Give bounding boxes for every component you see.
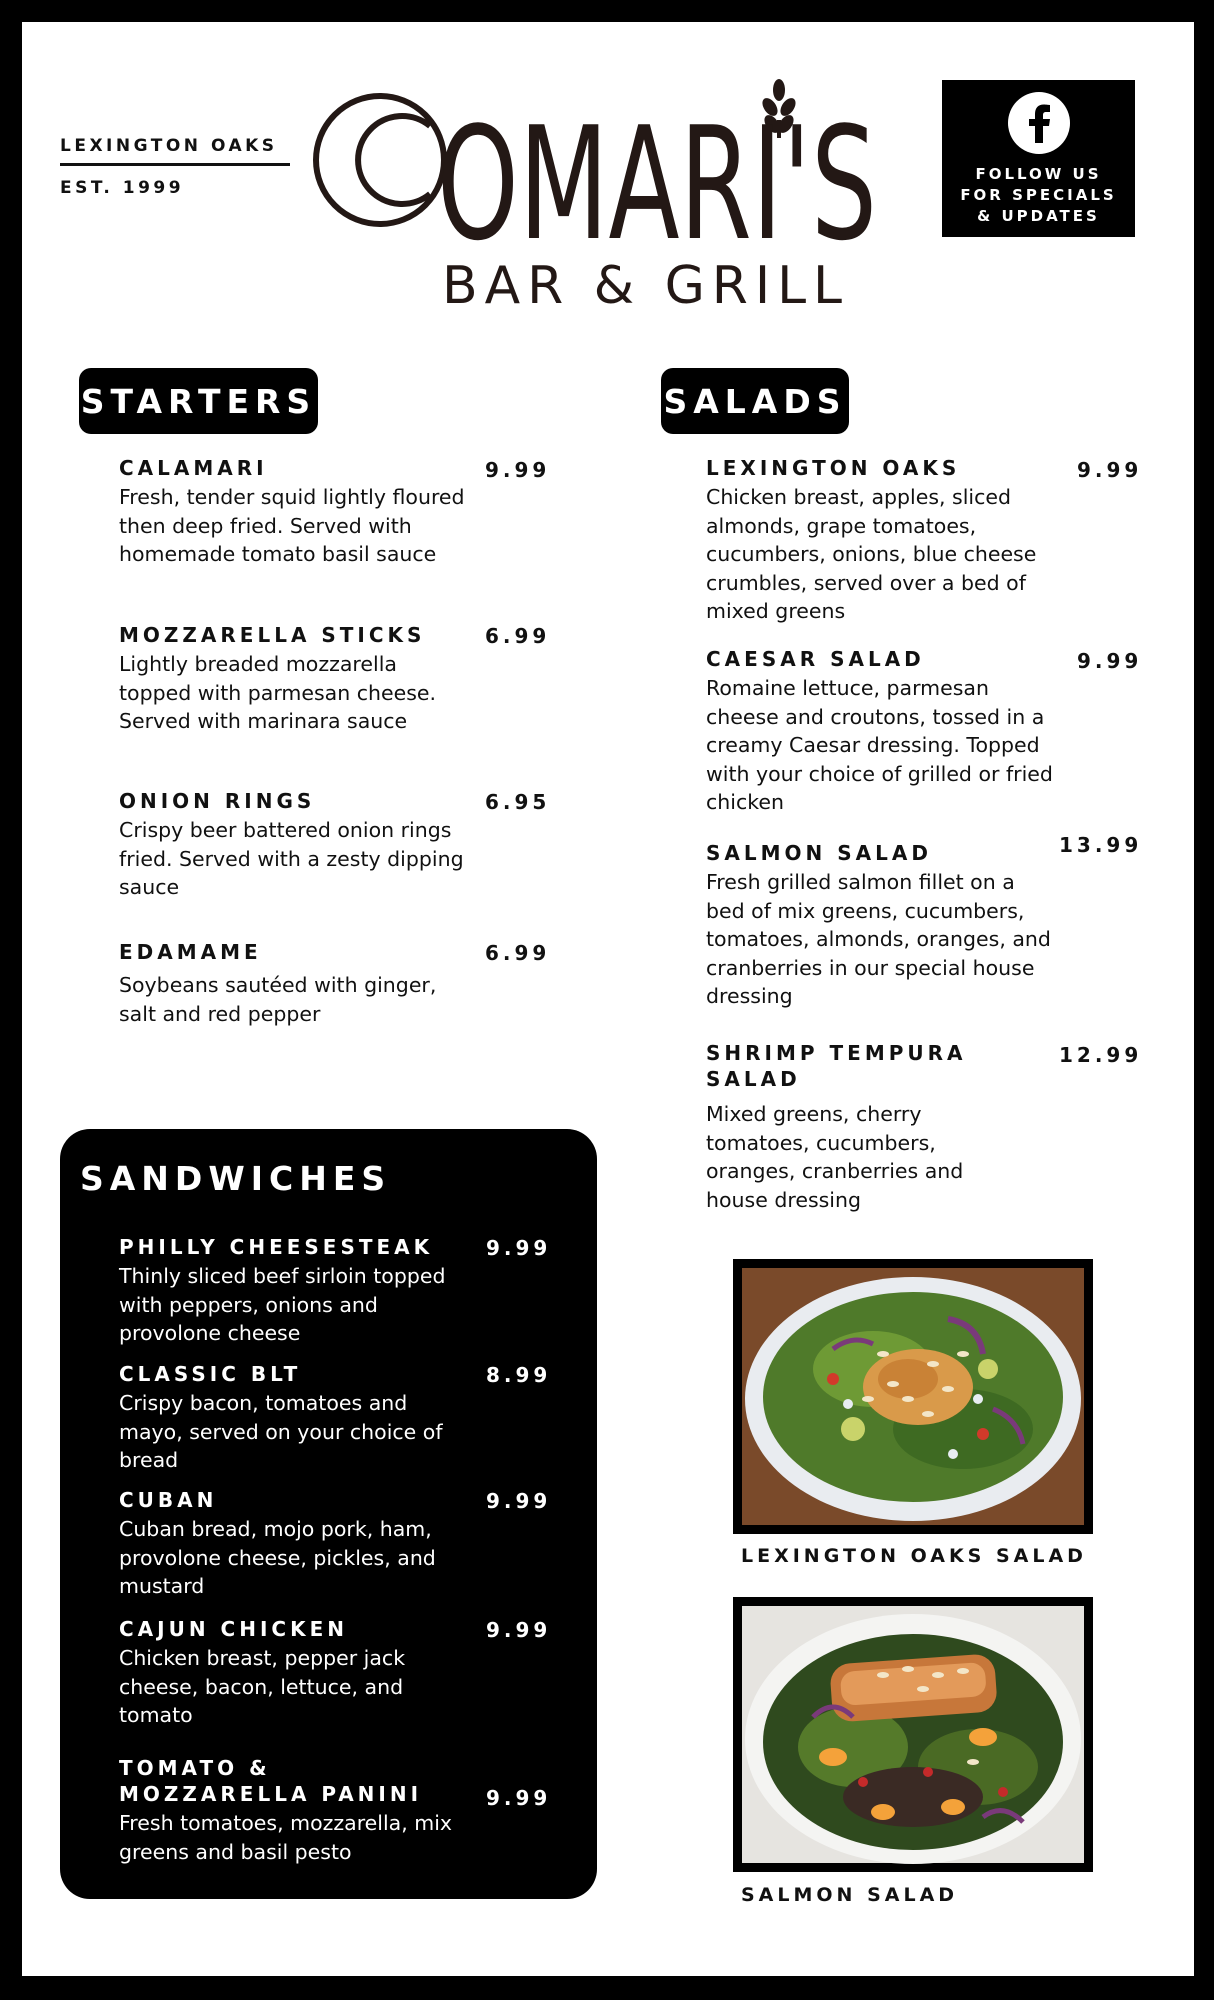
item-price: 13.99 [1059, 833, 1143, 857]
menu-item [119, 1234, 464, 1348]
menu-item [119, 1755, 454, 1866]
photo-caption: SALMON SALAD [741, 1884, 959, 1906]
social-follow-box[interactable] [942, 80, 1135, 237]
item-price: 12.99 [1059, 1043, 1143, 1067]
social-follow-text [942, 164, 1135, 227]
location-name: LEXINGTON OAKS [60, 136, 290, 166]
item-name: ONION RINGS [119, 789, 316, 813]
social-line: FOLLOW US [975, 165, 1102, 183]
menu-item [706, 455, 1056, 626]
item-description: Chicken breast, apples, sliced almonds, grape tomatoes, cucumbers, onions, blue cheese crumbles, served over a bed of mixed greens [706, 485, 1037, 623]
menu-item [119, 1487, 464, 1601]
item-name: CUBAN [119, 1488, 218, 1512]
logo-o-inner [358, 116, 430, 204]
item-name: CAJUN CHICKEN [119, 1617, 348, 1641]
menu-item [706, 1040, 1006, 1214]
item-price: 9.99 [486, 1236, 552, 1260]
item-name: EDAMAME [119, 940, 262, 964]
menu-item [119, 1616, 464, 1730]
starters-heading: STARTERS [79, 368, 318, 434]
item-price: 6.95 [485, 790, 551, 814]
menu-item [706, 840, 1056, 1011]
item-description: Thinly sliced beef sirloin topped with peppers, onions and provolone cheese [119, 1264, 446, 1345]
sandwiches-panel [60, 1129, 597, 1899]
menu-item [119, 455, 469, 569]
item-description: Mixed greens, cherry tomatoes, cucumbers, oranges, cranberries and house dressing [706, 1102, 964, 1212]
facebook-icon[interactable] [1008, 92, 1070, 154]
item-price: 6.99 [485, 624, 551, 648]
item-price: 6.99 [485, 941, 551, 965]
menu-item [706, 646, 1056, 817]
item-name: SHRIMP TEMPURA SALAD [706, 1041, 967, 1091]
item-name: PHILLY CHEESESTEAK [119, 1235, 434, 1259]
logo-main-text: OMARI'S [437, 93, 877, 275]
item-description: Fresh, tender squid lightly floured then deep fried. Served with homemade tomato basil sauce [119, 485, 465, 566]
item-description: Crispy bacon, tomatoes and mayo, served on your choice of bread [119, 1391, 443, 1472]
item-name: MOZZARELLA STICKS [119, 623, 426, 647]
social-line: FOR SPECIALS [960, 186, 1117, 204]
restaurant-logo [312, 60, 912, 320]
item-price: 9.99 [485, 458, 551, 482]
item-description: Fresh grilled salmon fillet on a bed of mix greens, cucumbers, tomatoes, almonds, oranges, and cranberries in our special house dressing [706, 870, 1051, 1008]
location-block [60, 136, 290, 198]
sandwiches-heading: SANDWICHES [80, 1159, 392, 1198]
salad-photo [733, 1259, 1093, 1534]
item-name: CLASSIC BLT [119, 1362, 302, 1386]
social-line: & UPDATES [977, 207, 1100, 225]
item-name: CAESAR SALAD [706, 647, 925, 671]
established-year: EST. 1999 [60, 178, 185, 198]
salads-heading: SALADS [661, 368, 849, 434]
menu-item [119, 1361, 464, 1475]
item-description: Crispy beer battered onion rings fried. Served with a zesty dipping sauce [119, 818, 464, 899]
item-description: Lightly breaded mozzarella topped with parmesan cheese. Served with marinara sauce [119, 652, 437, 733]
logo-sub-text: BAR & GRILL [442, 256, 842, 316]
item-description: Romaine lettuce, parmesan cheese and croutons, tossed in a creamy Caesar dressing. Topped with your choice of grilled or fried chicken [706, 676, 1053, 814]
item-price: 8.99 [486, 1363, 552, 1387]
menu-page [22, 22, 1194, 1976]
item-description: Soybeans sautéed with ginger, salt and red pepper [119, 973, 437, 1026]
menu-item [119, 939, 469, 1028]
salad-photo [733, 1597, 1093, 1872]
item-name: CALAMARI [119, 456, 268, 480]
item-price: 9.99 [486, 1786, 552, 1810]
photo-caption: LEXINGTON OAKS SALAD [741, 1545, 1087, 1567]
item-description: Cuban bread, mojo pork, ham, provolone cheese, pickles, and mustard [119, 1517, 436, 1598]
item-name: LEXINGTON OAKS [706, 456, 961, 480]
item-price: 9.99 [1077, 458, 1143, 482]
item-description: Fresh tomatoes, mozzarella, mix greens and basil pesto [119, 1811, 453, 1864]
menu-item [119, 788, 469, 902]
item-name: TOMATO & MOZZARELLA PANINI [119, 1756, 423, 1806]
item-price: 9.99 [486, 1618, 552, 1642]
item-price: 9.99 [486, 1489, 552, 1513]
item-description: Chicken breast, pepper jack cheese, bacon, lettuce, and tomato [119, 1646, 406, 1727]
salmon-salad-image [733, 1597, 1093, 1872]
lexington-oaks-salad-image [733, 1259, 1093, 1534]
item-name: SALMON SALAD [706, 841, 932, 865]
menu-item [119, 622, 469, 736]
item-price: 9.99 [1077, 649, 1143, 673]
logo-o-outer [316, 96, 444, 224]
